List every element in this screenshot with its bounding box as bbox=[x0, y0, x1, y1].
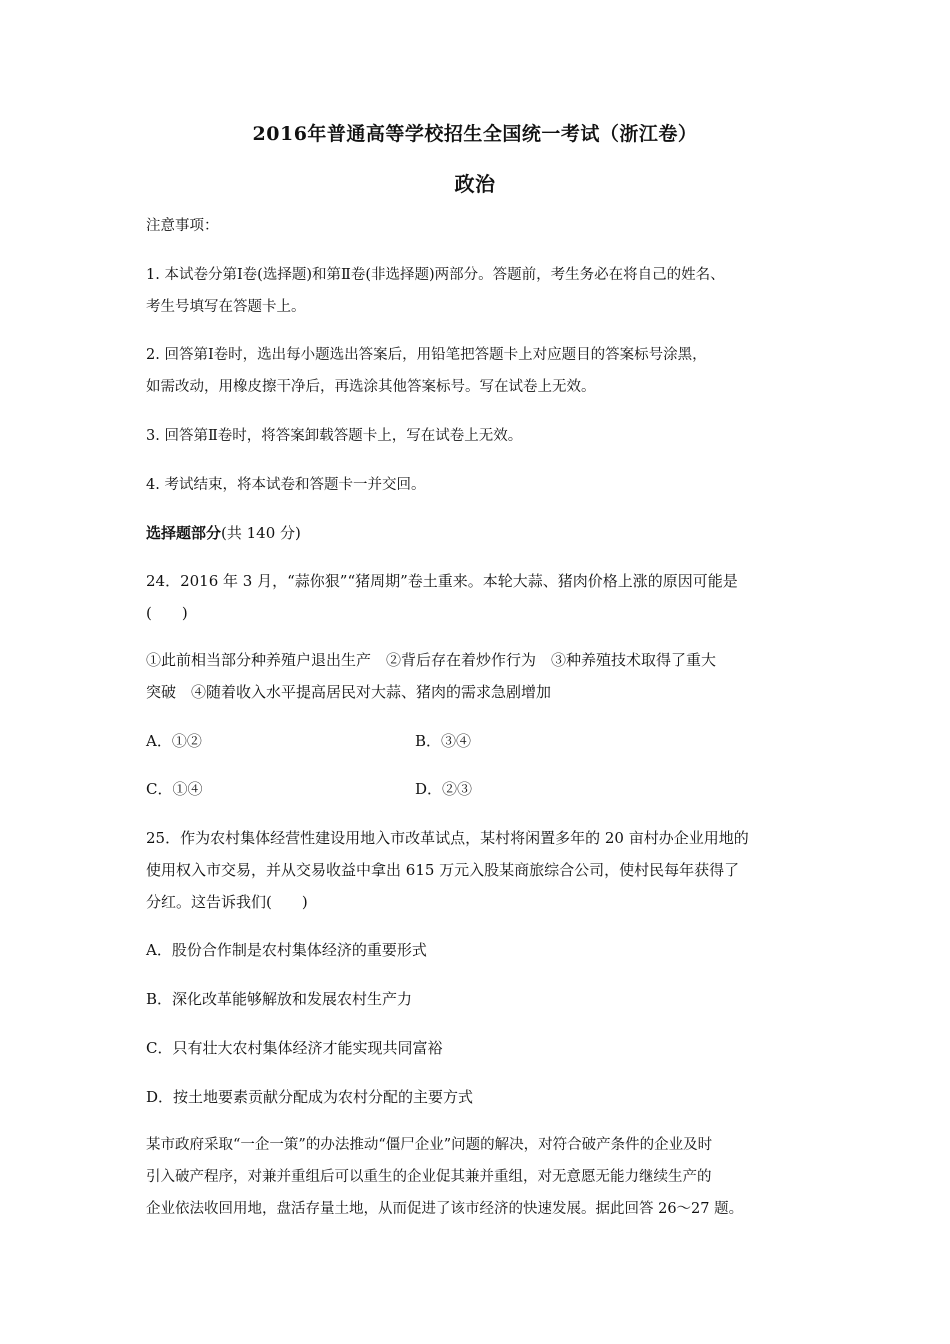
passage-line-1: 某市政府采取“一企一策”的办法推动“僵尸企业”问题的解决，对符合破产条件的企业及时 bbox=[146, 1137, 713, 1153]
q24-statements-line-2: 突破 ④随着收入水平提高居民对大蒜、猪肉的需求急剧增加 bbox=[146, 683, 552, 701]
q24-option-b: B．③④ bbox=[415, 732, 472, 750]
q24-option-c: C．①④ bbox=[146, 780, 203, 798]
subject-title: 政治 bbox=[454, 172, 496, 196]
q25-stem-line-3: 分红。这告诉我们( ) bbox=[146, 893, 308, 911]
passage-line-3: 企业依法收回用地，盘活存量土地，从而促进了该市经济的快速发展。据此回答 26～27 题。 bbox=[146, 1201, 744, 1217]
notice-item-1-line-1: 1. 本试卷分第Ⅰ卷(选择题)和第Ⅱ卷(非选择题)两部分。答题前，考生务必在将自己的姓名、 bbox=[146, 267, 725, 283]
passage-line-2: 引入破产程序，对兼并重组后可以重生的企业促其兼并重组，对无意愿无能力继续生产的 bbox=[146, 1169, 712, 1185]
q24-option-a: A．①② bbox=[146, 732, 202, 750]
notice-item-2-line-2: 如需改动，用橡皮擦干净后，再选涂其他答案标号。写在试卷上无效。 bbox=[146, 379, 596, 395]
q24-stem-line-2: ( ) bbox=[146, 604, 188, 622]
exam-title: 2016年普通高等学校招生全国统一考试（浙江卷） bbox=[252, 123, 698, 145]
section-heading bbox=[146, 523, 826, 543]
notice-item-2-line-1: 2. 回答第Ⅰ卷时，选出每小题选出答案后，用铅笔把答题卡上对应题目的答案标号涂黑， bbox=[146, 347, 707, 363]
q24-statements-line-1: ①此前相当部分种养殖户退出生产 ②背后存在着炒作行为 ③种养殖技术取得了重大 bbox=[146, 651, 717, 669]
q24-stem-line-1: 24．2016 年 3 月，“蒜你狠”“猪周期”卷土重来。本轮大蒜、猪肉价格上涨的原因可能是 bbox=[146, 572, 738, 590]
section-label: 选择题部分 bbox=[146, 524, 222, 542]
notice-item-4: 4. 考试结束，将本试卷和答题卡一并交回。 bbox=[146, 477, 426, 493]
q25-option-a: A．股份合作制是农村集体经济的重要形式 bbox=[146, 941, 427, 959]
q24-option-d: D．②③ bbox=[415, 780, 473, 798]
q25-stem-line-1: 25．作为农村集体经营性建设用地入市改革试点，某村将闲置多年的 20 亩村办企业用地的 bbox=[146, 829, 749, 847]
q25-option-b: B．深化改革能够解放和发展农村生产力 bbox=[146, 990, 413, 1008]
notice-item-1-line-2: 考生号填写在答题卡上。 bbox=[146, 299, 306, 315]
notice-heading: 注意事项： bbox=[146, 218, 219, 234]
notice-item-3: 3. 回答第Ⅱ卷时，将答案卸载答题卡上，写在试卷上无效。 bbox=[146, 428, 523, 444]
q25-option-c: C．只有壮大农村集体经济才能实现共同富裕 bbox=[146, 1039, 443, 1057]
q25-stem-line-2: 使用权入市交易，并从交易收益中拿出 615 万元入股某商旅综合公司，使村民每年获得了 bbox=[146, 861, 740, 879]
q25-option-d: D．按土地要素贡献分配成为农村分配的主要方式 bbox=[146, 1088, 474, 1106]
section-score: (共 140 分) bbox=[221, 524, 301, 542]
